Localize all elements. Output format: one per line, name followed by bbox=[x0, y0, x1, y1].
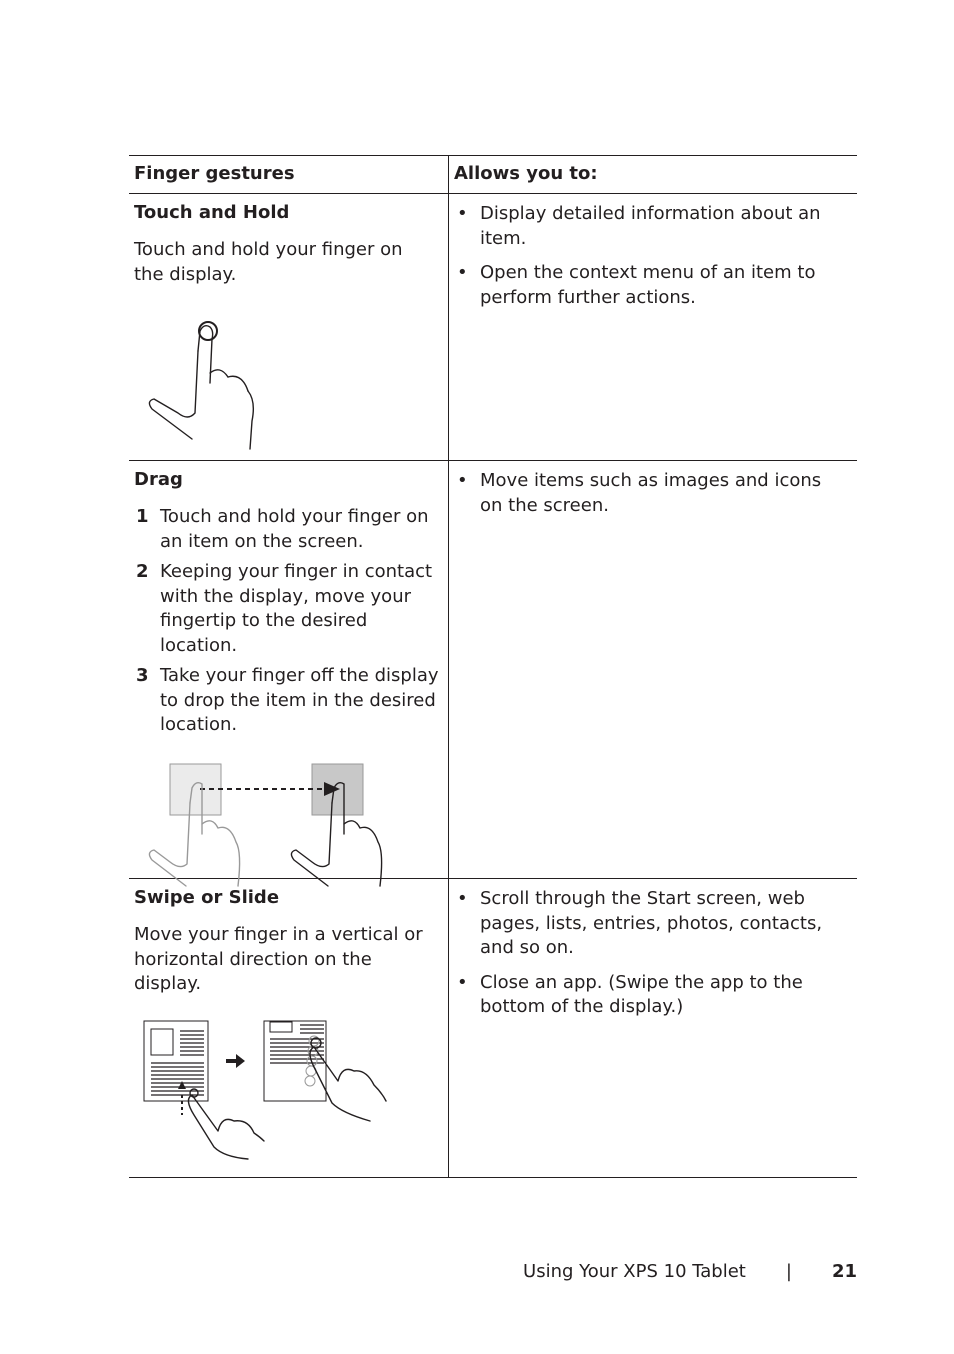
drag-steps bbox=[134, 505, 448, 738]
gesture-title: Swipe or Slide bbox=[134, 887, 280, 908]
page-number: 21 bbox=[831, 1261, 857, 1282]
touch-hold-bullets bbox=[454, 202, 857, 310]
swipe-hand-icon bbox=[142, 1019, 402, 1164]
step-number: 2 bbox=[136, 561, 149, 582]
list-item bbox=[134, 664, 448, 738]
table-row-touch-hold bbox=[129, 194, 857, 461]
gesture-title: Drag bbox=[134, 469, 183, 490]
gestures-table bbox=[129, 155, 857, 1178]
arrow-right-icon bbox=[226, 1054, 245, 1068]
table-header-row bbox=[129, 156, 857, 194]
header-finger-gestures: Finger gestures bbox=[134, 163, 295, 184]
footer-separator: | bbox=[785, 1261, 792, 1282]
list-item: • Display detailed information about an item. bbox=[454, 202, 857, 251]
step-text: Keeping your finger in contact with the display, move your fingertip to the desired location. bbox=[160, 561, 433, 656]
step-number: 3 bbox=[136, 665, 149, 686]
gesture-description: Move your finger in a vertical or horizontal direction on the display. bbox=[134, 924, 423, 994]
step-text: Take your finger off the display to drop the item in the desired location. bbox=[160, 665, 439, 735]
step-text: Touch and hold your finger on an item on the screen. bbox=[160, 506, 429, 552]
list-item: • Open the context menu of an item to perform further actions. bbox=[454, 261, 857, 310]
gesture-title: Touch and Hold bbox=[134, 202, 290, 223]
list-item bbox=[134, 560, 448, 658]
chapter-title: Using Your XPS 10 Tablet bbox=[523, 1261, 746, 1282]
list-item: • Scroll through the Start screen, web pages, lists, entries, photos, contacts, and so on. bbox=[454, 887, 857, 961]
list-item: • Move items such as images and icons on the screen. bbox=[454, 469, 857, 518]
header-allows-you-to: Allows you to: bbox=[454, 163, 598, 184]
drag-hand-icon bbox=[142, 758, 402, 888]
table-row-drag bbox=[129, 461, 857, 879]
table-row-swipe bbox=[129, 879, 857, 1178]
touch-hold-hand-icon bbox=[142, 317, 282, 457]
list-item bbox=[134, 505, 448, 554]
gesture-description: Touch and hold your finger on the display. bbox=[134, 239, 403, 285]
drag-bullets bbox=[454, 469, 857, 518]
step-number: 1 bbox=[136, 506, 149, 527]
page-footer bbox=[523, 1260, 857, 1284]
list-item: • Close an app. (Swipe the app to the bottom of the display.) bbox=[454, 971, 857, 1020]
swipe-bullets bbox=[454, 887, 857, 1020]
